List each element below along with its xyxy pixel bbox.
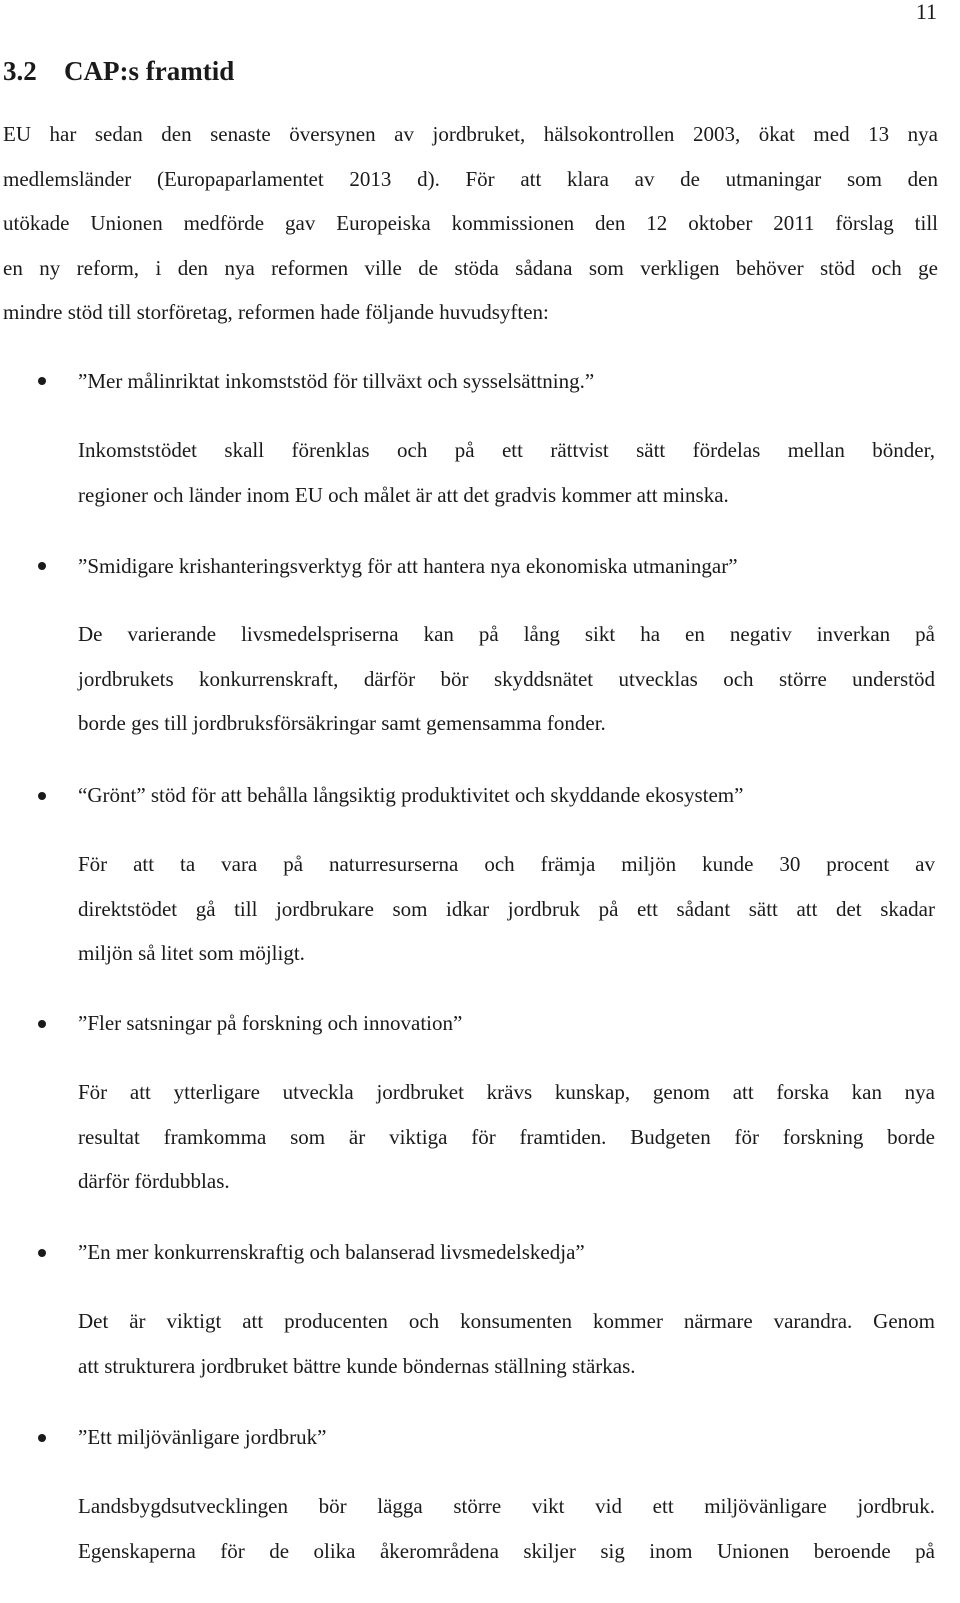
intro-line: EU har sedan den senaste översynen av jordbruket, hälsokontrollen 2003, ökat med 13 nya: [3, 122, 938, 146]
section-title: CAP:s framtid: [64, 56, 235, 86]
bullet-icon: [38, 562, 46, 570]
goal-title: ”Smidigare krishanteringsverktyg för att hantera nya ekonomiska utmaningar”: [78, 554, 738, 578]
goal-title: ”Ett miljövänligare jordbruk”: [78, 1425, 327, 1449]
bullet-icon: [38, 377, 46, 385]
goal-description-line: regioner och länder inom EU och målet är att det gradvis kommer att minska.: [78, 482, 729, 507]
goal-description: [78, 842, 935, 976]
goal-description: [78, 1484, 935, 1573]
goal-description-line: därför fördubblas.: [78, 1169, 230, 1194]
goal-description-line: Landsbygdsutvecklingen bör lägga större vikt vid ett miljövänligare jordbruk.: [78, 1494, 935, 1518]
goal-description: [78, 428, 935, 517]
goal-description-line: För att ta vara på naturresurserna och främja miljön kunde 30 procent av: [78, 852, 935, 876]
goal-title: “Grönt” stöd för att behålla långsiktig produktivitet och skyddande ekosystem”: [78, 783, 744, 807]
intro-line: utökade Unionen medförde gav Europeiska kommissionen den 12 oktober 2011 förslag till: [3, 211, 938, 236]
goal-description-line: De varierande livsmedelspriserna kan på lång sikt ha en negativ inverkan på: [78, 622, 935, 646]
goal-description-line: direktstödet gå till jordbrukare som idkar jordbruk på ett sådant sätt att det skadar: [78, 896, 935, 921]
goal-description: [78, 1070, 935, 1204]
goal-title: ”Mer målinriktat inkomststöd för tillväxt och sysselsättning.”: [78, 369, 595, 393]
goal-title: ”Fler satsningar på forskning och innovation”: [78, 1011, 463, 1035]
bullet-icon: [38, 792, 46, 800]
goal-description-line: miljön så litet som möjligt.: [78, 941, 305, 966]
goal-description-line: För att ytterligare utveckla jordbruket krävs kunskap, genom att forska kan nya: [78, 1080, 935, 1104]
intro-line: medlemsländer (Europaparlamentet 2013 d). För att klara av de utmaningar som den: [3, 166, 938, 191]
bullet-icon: [38, 1020, 46, 1028]
goal-description-line: Egenskaperna för de olika åkerområdena skiljer sig inom Unionen beroende på: [78, 1538, 935, 1563]
goal-description: [78, 1299, 935, 1388]
goal-description-line: jordbrukets konkurrenskraft, därför bör skyddsnätet utvecklas och större understöd: [78, 666, 935, 691]
goal-title: ”En mer konkurrenskraftig och balanserad livsmedelskedja”: [78, 1240, 585, 1264]
bullet-icon: [38, 1434, 46, 1442]
section-heading: [3, 54, 234, 88]
goal-description-line: att strukturera jordbruket bättre kunde böndernas ställning stärkas.: [78, 1353, 636, 1378]
goal-description-line: Det är viktigt att producenten och konsumenten kommer närmare varandra. Genom: [78, 1309, 935, 1333]
bullet-icon: [38, 1249, 46, 1257]
section-number: 3.2: [3, 56, 37, 86]
goal-description-line: resultat framkomma som är viktiga för framtiden. Budgeten för forskning borde: [78, 1124, 935, 1149]
goal-description: [78, 612, 935, 746]
intro-line: en ny reform, i den nya reformen ville de stöda sådana som verkligen behöver stöd och ge: [3, 255, 938, 280]
intro-line: mindre stöd till storföretag, reformen hade följande huvudsyften:: [3, 300, 549, 325]
goal-description-line: Inkomststödet skall förenklas och på ett rättvist sätt fördelas mellan bönder,: [78, 438, 935, 462]
intro-paragraph: [3, 112, 938, 335]
goal-description-line: borde ges till jordbruksförsäkringar samt gemensamma fonder.: [78, 711, 606, 736]
page-number: 11: [915, 0, 937, 24]
